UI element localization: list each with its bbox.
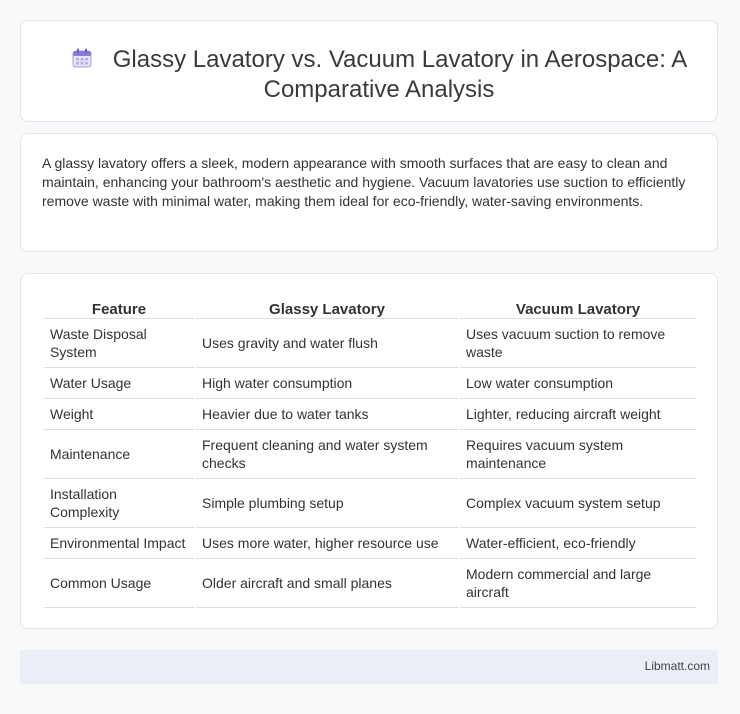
calendar-icon [71,47,93,69]
title-card [20,20,718,122]
table-cell: Uses gravity and water flush [196,319,458,368]
header-feature: Feature [44,296,194,319]
footer [20,650,718,684]
table-cell: Complex vacuum system setup [460,479,696,528]
table-cell: Water Usage [44,368,194,399]
table-cell: High water consumption [196,368,458,399]
table-cell: Frequent cleaning and water system checks [196,430,458,479]
intro-paragraph: A glassy lavatory offers a sleek, modern appearance with smooth surfaces that are easy to clean and maintain, enhancing your bathroom's aesthetic and hygiene. Vacuum lavatories use suction to efficiently remove waste with minimal water, making them ideal for eco-friendly, water-saving environments. [42,155,686,209]
table-cell: Installation Complexity [44,479,194,528]
comparison-table [42,296,698,608]
table-row [44,399,696,430]
intro-card [20,133,718,252]
table-row [44,319,696,368]
table-row [44,368,696,399]
table-row [44,559,696,608]
table-cell: Maintenance [44,430,194,479]
table-cell: Weight [44,399,194,430]
comparison-card [20,273,718,629]
table-row [44,479,696,528]
table-cell: Low water consumption [460,368,696,399]
table-cell: Requires vacuum system maintenance [460,430,696,479]
table-row [44,430,696,479]
header-glassy-lavatory: Glassy Lavatory [196,296,458,319]
table-cell: Common Usage [44,559,194,608]
page-title: Glassy Lavatory vs. Vacuum Lavatory in Aerospace: A Comparative Analysis [112,46,688,103]
header-vacuum-lavatory: Vacuum Lavatory [460,296,696,319]
table-cell: Uses vacuum suction to remove waste [460,319,696,368]
page-title-wrap [61,45,697,105]
table-cell: Environmental Impact [44,528,194,559]
table-cell: Water-efficient, eco-friendly [460,528,696,559]
table-cell: Older aircraft and small planes [196,559,458,608]
table-cell: Lighter, reducing aircraft weight [460,399,696,430]
table-cell: Heavier due to water tanks [196,399,458,430]
table-cell: Waste Disposal System [44,319,194,368]
footer-brand-link[interactable]: Libmatt.com [644,659,710,673]
table-header-row [44,296,696,319]
table-cell: Modern commercial and large aircraft [460,559,696,608]
table-row [44,528,696,559]
table-cell: Simple plumbing setup [196,479,458,528]
table-cell: Uses more water, higher resource use [196,528,458,559]
